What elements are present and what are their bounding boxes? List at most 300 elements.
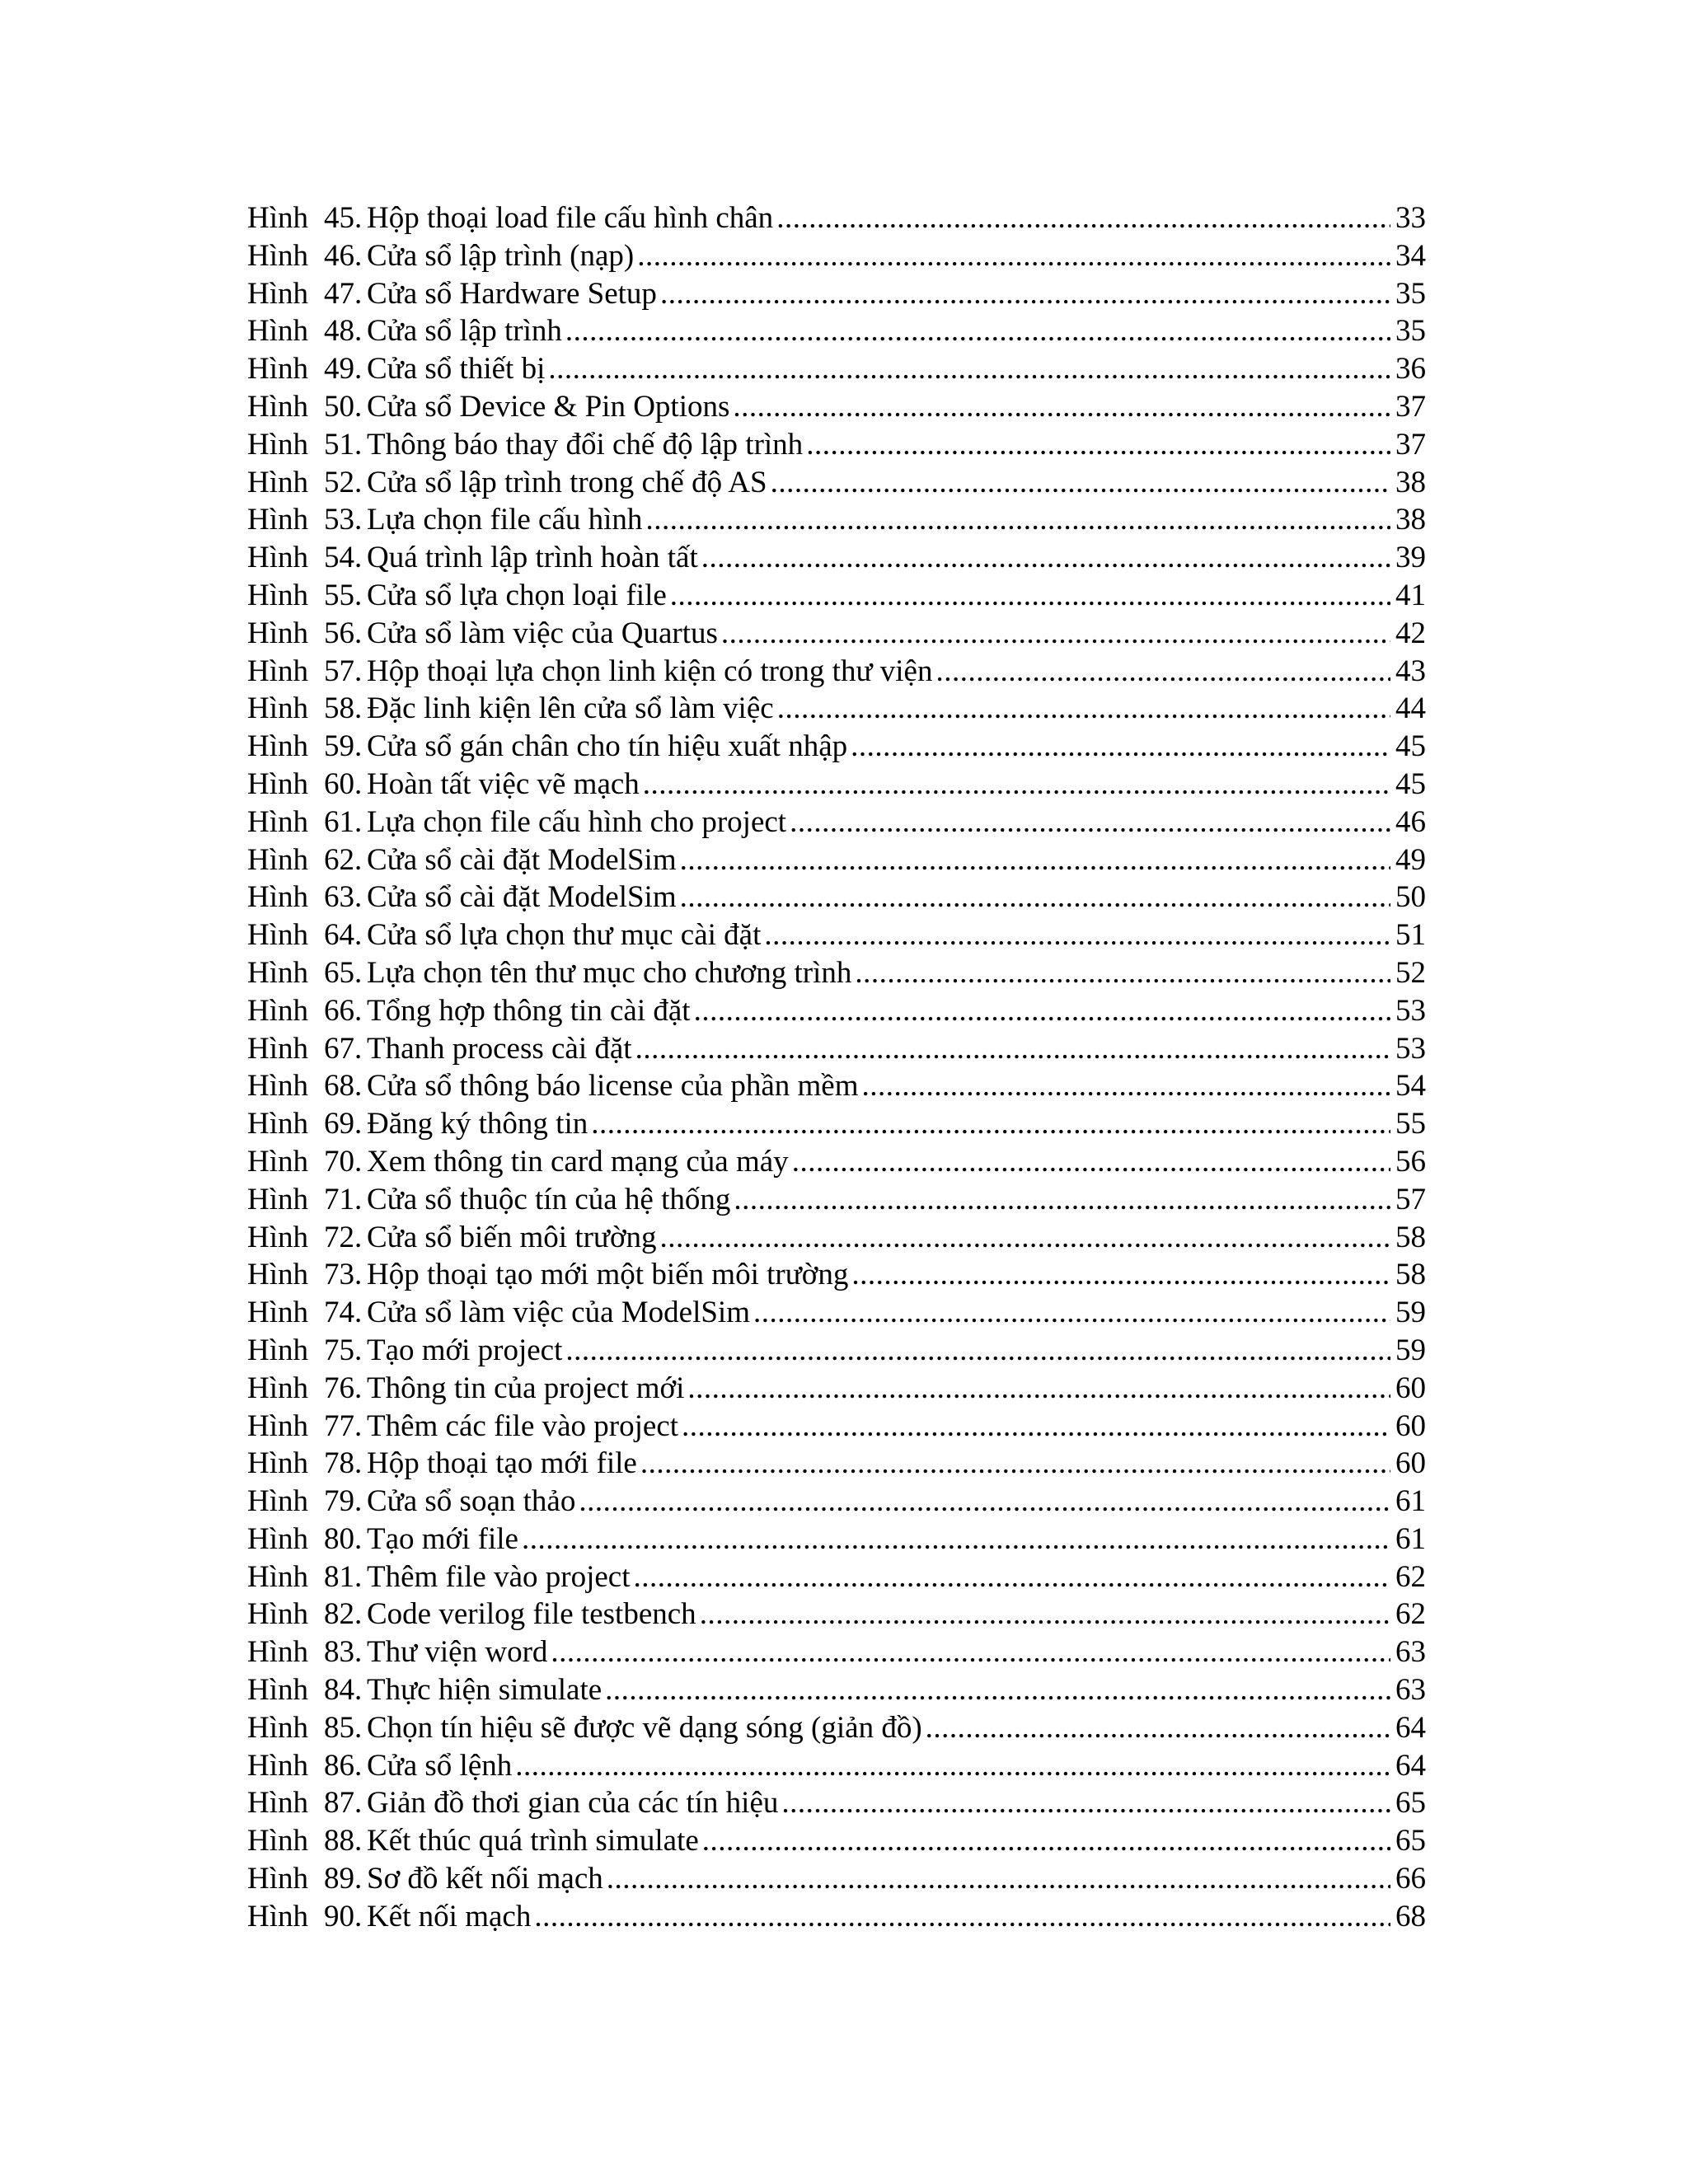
figure-prefix: Hình (247, 1710, 308, 1745)
figure-title: Code verilog file testbench (367, 1597, 696, 1632)
figure-label (247, 1219, 367, 1257)
page-number: 62 (1395, 1559, 1426, 1594)
toc-entry[interactable] (247, 1105, 1426, 1143)
figure-number: 90. (324, 1899, 363, 1933)
dot-leader (777, 690, 1390, 728)
dot-leader (548, 350, 1390, 388)
toc-entry[interactable] (247, 954, 1426, 992)
figure-label (247, 954, 367, 992)
figure-title: Cửa sổ Hardware Setup (367, 276, 657, 311)
toc-entry[interactable] (247, 1671, 1426, 1709)
figure-label (247, 1596, 367, 1633)
figure-title: Tạo mới project (367, 1333, 563, 1367)
toc-entry[interactable] (247, 841, 1426, 879)
toc-entry[interactable] (247, 1709, 1426, 1747)
toc-entry[interactable] (247, 1408, 1426, 1446)
page-number: 59 (1395, 1333, 1426, 1367)
figure-title: Thanh process cài đặt (367, 1031, 632, 1066)
page-number: 39 (1395, 541, 1426, 575)
toc-entry[interactable] (247, 577, 1426, 615)
figure-number: 62. (324, 842, 363, 877)
page-number: 57 (1395, 1182, 1426, 1216)
dot-leader (634, 1558, 1390, 1596)
figure-title: Cửa sổ lựa chọn thư mục cài đặt (367, 918, 762, 953)
figure-prefix: Hình (247, 1673, 308, 1708)
figure-prefix: Hình (247, 389, 308, 424)
figure-label (247, 1822, 367, 1860)
toc-entry[interactable] (247, 653, 1426, 691)
dot-leader (851, 1256, 1390, 1294)
figure-prefix: Hình (247, 691, 308, 726)
figure-label (247, 1671, 367, 1709)
figure-number: 80. (324, 1521, 363, 1556)
figure-title: Lựa chọn tên thư mục cho chương trình (367, 955, 852, 990)
figure-prefix: Hình (247, 1899, 308, 1933)
dot-leader (771, 464, 1390, 502)
page-number: 53 (1395, 1031, 1426, 1066)
toc-entry[interactable] (247, 766, 1426, 804)
dot-leader (776, 199, 1390, 237)
figure-prefix: Hình (247, 201, 308, 235)
toc-entry[interactable] (247, 1558, 1426, 1596)
figure-title: Thư viện word (367, 1635, 548, 1670)
figure-title: Hộp thoại tạo mới một biến môi trường (367, 1258, 849, 1292)
figure-prefix: Hình (247, 1862, 308, 1896)
toc-entry[interactable] (247, 879, 1426, 916)
figure-prefix: Hình (247, 1107, 308, 1141)
figure-prefix: Hình (247, 955, 308, 990)
figure-prefix: Hình (247, 993, 308, 1028)
figure-title: Cửa sổ thông báo license của phần mềm (367, 1069, 859, 1104)
page-number: 46 (1395, 804, 1426, 839)
figure-number: 50. (324, 389, 363, 424)
figure-number: 58. (324, 691, 363, 726)
dot-leader (579, 1483, 1390, 1521)
toc-entry[interactable] (247, 464, 1426, 502)
figure-title: Sơ đồ kết nối mạch (367, 1862, 603, 1896)
toc-entry[interactable] (247, 1822, 1426, 1860)
figure-label (247, 501, 367, 539)
toc-entry[interactable] (247, 992, 1426, 1030)
page-number: 58 (1395, 1220, 1426, 1254)
figure-label (247, 312, 367, 350)
figure-prefix: Hình (247, 616, 308, 650)
figure-label (247, 1370, 367, 1408)
figure-number: 45. (324, 201, 363, 235)
page-number: 34 (1395, 238, 1426, 273)
figure-title: Xem thông tin card mạng của máy (367, 1144, 789, 1179)
figure-title: Cửa sổ soạn thảo (367, 1484, 576, 1519)
dot-leader (565, 312, 1390, 350)
figure-prefix: Hình (247, 465, 308, 499)
figure-title: Cửa sổ làm việc của Quartus (367, 616, 718, 650)
figure-number: 64. (324, 918, 363, 953)
figure-number: 51. (324, 427, 363, 462)
figure-prefix: Hình (247, 1635, 308, 1670)
page-number: 60 (1395, 1371, 1426, 1405)
figure-label (247, 1558, 367, 1596)
figure-number: 55. (324, 578, 363, 612)
dot-leader (702, 1822, 1390, 1860)
toc-entry[interactable] (247, 1294, 1426, 1332)
page-number: 45 (1395, 766, 1426, 801)
toc-entry[interactable] (247, 539, 1426, 577)
page-number: 37 (1395, 427, 1426, 462)
page-number: 35 (1395, 276, 1426, 311)
figure-title: Thực hiện simulate (367, 1673, 603, 1708)
figure-title: Hoàn tất việc vẽ mạch (367, 766, 640, 801)
toc-entry[interactable] (247, 690, 1426, 728)
page-number: 64 (1395, 1748, 1426, 1783)
figure-title: Cửa sổ lập trình trong chế độ AS (367, 465, 767, 499)
figure-label (247, 275, 367, 313)
figure-prefix: Hình (247, 1144, 308, 1179)
figure-prefix: Hình (247, 1484, 308, 1519)
dot-leader (753, 1294, 1390, 1332)
toc-entry[interactable] (247, 501, 1426, 539)
page-number: 42 (1395, 616, 1426, 650)
figure-number: 71. (324, 1182, 363, 1216)
figure-number: 69. (324, 1107, 363, 1141)
figure-label (247, 1105, 367, 1143)
figure-prefix: Hình (247, 276, 308, 311)
figure-label (247, 1898, 367, 1936)
dot-leader (515, 1747, 1390, 1785)
figure-number: 78. (324, 1446, 363, 1481)
toc-entry[interactable] (247, 1860, 1426, 1898)
page-number: 50 (1395, 880, 1426, 915)
figure-label (247, 577, 367, 615)
figure-label (247, 766, 367, 804)
figure-title: Cửa sổ thuộc tín của hệ thống (367, 1182, 731, 1216)
page-number: 65 (1395, 1786, 1426, 1821)
figure-label (247, 1747, 367, 1785)
figure-label (247, 879, 367, 916)
figure-prefix: Hình (247, 1786, 308, 1821)
toc-entry[interactable] (247, 388, 1426, 426)
figure-prefix: Hình (247, 1182, 308, 1216)
page-number: 44 (1395, 691, 1426, 726)
figure-number: 84. (324, 1673, 363, 1708)
figure-number: 86. (324, 1748, 363, 1783)
figure-label (247, 1256, 367, 1294)
figure-prefix: Hình (247, 766, 308, 801)
dot-leader (607, 1860, 1390, 1898)
dot-leader (733, 388, 1390, 426)
toc-entry[interactable] (247, 275, 1426, 313)
figure-number: 73. (324, 1258, 363, 1292)
toc-entry[interactable] (247, 1483, 1426, 1521)
figure-number: 79. (324, 1484, 363, 1519)
figure-number: 70. (324, 1144, 363, 1179)
figure-title: Kết thúc quá trình simulate (367, 1824, 699, 1858)
figure-prefix: Hình (247, 314, 308, 349)
page-number: 66 (1395, 1862, 1426, 1896)
figure-label (247, 615, 367, 653)
dot-leader (645, 501, 1390, 539)
toc-entry[interactable] (247, 615, 1426, 653)
figure-title: Cửa sổ biến môi trường (367, 1220, 657, 1254)
dot-leader (855, 954, 1390, 992)
toc-entry[interactable] (247, 1633, 1426, 1671)
dot-leader (682, 1408, 1390, 1446)
figure-label (247, 1332, 367, 1370)
page-number: 63 (1395, 1673, 1426, 1708)
page-number: 68 (1395, 1899, 1426, 1933)
dot-leader (792, 1143, 1390, 1181)
figure-prefix: Hình (247, 238, 308, 273)
toc-entry[interactable] (247, 1181, 1426, 1219)
page-number: 35 (1395, 314, 1426, 349)
figure-label (247, 1709, 367, 1747)
dot-leader (851, 728, 1390, 766)
page-number: 64 (1395, 1710, 1426, 1745)
dot-leader (764, 916, 1390, 954)
figure-number: 76. (324, 1371, 363, 1405)
toc-entry[interactable] (247, 804, 1426, 841)
dot-leader (861, 1067, 1390, 1105)
page-number: 33 (1395, 201, 1426, 235)
figure-prefix: Hình (247, 1446, 308, 1481)
figure-prefix: Hình (247, 880, 308, 915)
figure-number: 47. (324, 276, 363, 311)
page-number: 61 (1395, 1484, 1426, 1519)
page-number: 45 (1395, 729, 1426, 764)
page-number: 60 (1395, 1408, 1426, 1443)
figure-number: 72. (324, 1220, 363, 1254)
figure-prefix: Hình (247, 1333, 308, 1367)
page-number: 53 (1395, 993, 1426, 1028)
figure-label (247, 916, 367, 954)
toc-entry[interactable] (247, 916, 1426, 954)
dot-leader (670, 577, 1390, 615)
figure-label (247, 690, 367, 728)
toc-entry[interactable] (247, 1067, 1426, 1105)
figure-title: Cửa sổ lệnh (367, 1748, 513, 1783)
figure-label (247, 1143, 367, 1181)
figure-number: 89. (324, 1862, 363, 1896)
dot-leader (680, 841, 1390, 879)
figure-prefix: Hình (247, 1296, 308, 1330)
figure-title: Thông tin của project mới (367, 1371, 685, 1405)
figure-number: 68. (324, 1069, 363, 1104)
figure-prefix: Hình (247, 1408, 308, 1443)
toc-entry[interactable] (247, 1219, 1426, 1257)
figure-title: Chọn tín hiệu sẽ được vẽ dạng sóng (giản đồ) (367, 1710, 922, 1745)
figure-title: Cửa sổ gán chân cho tín hiệu xuất nhập (367, 729, 848, 764)
figure-title: Tổng hợp thông tin cài đặt (367, 993, 691, 1028)
figure-label (247, 199, 367, 237)
figure-label (247, 539, 367, 577)
figure-title: Thêm các file vào project (367, 1408, 679, 1443)
dot-leader (534, 1898, 1390, 1936)
dot-leader (640, 1445, 1390, 1483)
figure-prefix: Hình (247, 503, 308, 537)
figure-prefix: Hình (247, 1258, 308, 1292)
figure-label (247, 992, 367, 1030)
toc-entry[interactable] (247, 1784, 1426, 1822)
dot-leader (643, 766, 1390, 804)
figure-label (247, 804, 367, 841)
figure-number: 52. (324, 465, 363, 499)
page-number: 63 (1395, 1635, 1426, 1670)
figure-title: Đặc linh kiện lên cửa sổ làm việc (367, 691, 774, 726)
figure-title: Cửa sổ cài đặt ModelSim (367, 880, 677, 915)
figure-prefix: Hình (247, 729, 308, 764)
figure-number: 57. (324, 654, 363, 688)
figure-number: 46. (324, 238, 363, 273)
figure-label (247, 728, 367, 766)
figure-label (247, 350, 367, 388)
figure-prefix: Hình (247, 654, 308, 688)
figure-label (247, 1408, 367, 1446)
figure-title: Quá trình lập trình hoàn tất (367, 541, 698, 575)
figure-label (247, 1181, 367, 1219)
page-number: 55 (1395, 1107, 1426, 1141)
figure-title: Hộp thoại tạo mới file (367, 1446, 637, 1481)
page-number: 51 (1395, 918, 1426, 953)
figure-number: 49. (324, 352, 363, 387)
figure-prefix: Hình (247, 1597, 308, 1632)
figure-title: Cửa sổ cài đặt ModelSim (367, 842, 677, 877)
page-number: 38 (1395, 465, 1426, 499)
figure-label (247, 1521, 367, 1558)
toc-entry[interactable] (247, 199, 1426, 237)
figure-number: 54. (324, 541, 363, 575)
figure-number: 60. (324, 766, 363, 801)
dot-leader (935, 653, 1390, 691)
figure-number: 48. (324, 314, 363, 349)
figure-title: Lựa chọn file cấu hình (367, 503, 643, 537)
figure-label (247, 426, 367, 464)
figure-number: 87. (324, 1786, 363, 1821)
page-number: 36 (1395, 352, 1426, 387)
dot-leader (637, 237, 1390, 275)
figure-number: 88. (324, 1824, 363, 1858)
figure-title: Cửa sổ lựa chọn loại file (367, 578, 667, 612)
toc-entry[interactable] (247, 1596, 1426, 1633)
dot-leader (605, 1671, 1390, 1709)
dot-leader (806, 426, 1390, 464)
page-number: 58 (1395, 1258, 1426, 1292)
figure-number: 74. (324, 1296, 363, 1330)
figure-label (247, 1067, 367, 1105)
figure-number: 65. (324, 955, 363, 990)
toc-entry[interactable] (247, 237, 1426, 275)
figure-label (247, 841, 367, 879)
dot-leader (721, 615, 1390, 653)
figure-label (247, 1445, 367, 1483)
figure-label (247, 1294, 367, 1332)
toc-entry[interactable] (247, 350, 1426, 388)
figure-label (247, 1860, 367, 1898)
figure-prefix: Hình (247, 1220, 308, 1254)
figure-number: 59. (324, 729, 363, 764)
dot-leader (734, 1181, 1390, 1219)
figure-title: Cửa sổ Device & Pin Options (367, 389, 730, 424)
table-of-figures (247, 199, 1426, 1936)
dot-leader (701, 539, 1390, 577)
figure-label (247, 1483, 367, 1521)
toc-entry[interactable] (247, 1030, 1426, 1068)
page-number: 54 (1395, 1069, 1426, 1104)
figure-title: Đăng ký thông tin (367, 1107, 588, 1141)
dot-leader (790, 804, 1390, 841)
dot-leader (781, 1784, 1390, 1822)
toc-entry[interactable] (247, 1898, 1426, 1936)
figure-prefix: Hình (247, 1371, 308, 1405)
page-number: 62 (1395, 1597, 1426, 1632)
figure-number: 63. (324, 880, 363, 915)
dot-leader (694, 992, 1390, 1030)
toc-entry[interactable] (247, 426, 1426, 464)
page-number: 61 (1395, 1521, 1426, 1556)
toc-entry[interactable] (247, 1332, 1426, 1370)
dot-leader (660, 275, 1390, 313)
toc-entry[interactable] (247, 1370, 1426, 1408)
figure-prefix: Hình (247, 1521, 308, 1556)
figure-number: 75. (324, 1333, 363, 1367)
figure-title: Cửa sổ thiết bị (367, 352, 546, 387)
figure-title: Cửa sổ làm việc của ModelSim (367, 1296, 750, 1330)
figure-label (247, 464, 367, 502)
dot-leader (522, 1521, 1390, 1558)
dot-leader (565, 1332, 1390, 1370)
dot-leader (551, 1633, 1390, 1671)
figure-title: Thông báo thay đổi chế độ lập trình (367, 427, 804, 462)
dot-leader (687, 1370, 1390, 1408)
toc-entry[interactable] (247, 1143, 1426, 1181)
dot-leader (635, 1030, 1390, 1068)
figure-title: Kết nối mạch (367, 1899, 532, 1933)
figure-number: 83. (324, 1635, 363, 1670)
figure-prefix: Hình (247, 352, 308, 387)
figure-label (247, 1784, 367, 1822)
dot-leader (591, 1105, 1390, 1143)
toc-entry[interactable] (247, 728, 1426, 766)
page-number: 38 (1395, 503, 1426, 537)
page-number: 56 (1395, 1144, 1426, 1179)
toc-entry[interactable] (247, 312, 1426, 350)
figure-label (247, 1030, 367, 1068)
toc-entry[interactable] (247, 1747, 1426, 1785)
figure-prefix: Hình (247, 1824, 308, 1858)
page-number: 49 (1395, 842, 1426, 877)
toc-entry[interactable] (247, 1256, 1426, 1294)
figure-prefix: Hình (247, 918, 308, 953)
dot-leader (926, 1709, 1390, 1747)
figure-title: Tạo mới file (367, 1521, 518, 1556)
toc-entry[interactable] (247, 1521, 1426, 1558)
figure-title: Cửa sổ lập trình (nạp) (367, 238, 635, 273)
figure-title: Hộp thoại load file cấu hình chân (367, 201, 774, 235)
toc-entry[interactable] (247, 1445, 1426, 1483)
dot-leader (680, 879, 1390, 916)
figure-title: Lựa chọn file cấu hình cho project (367, 804, 787, 839)
figure-number: 82. (324, 1597, 363, 1632)
figure-title: Cửa sổ lập trình (367, 314, 562, 349)
figure-label (247, 388, 367, 426)
figure-prefix: Hình (247, 1069, 308, 1104)
page-number: 37 (1395, 389, 1426, 424)
figure-prefix: Hình (247, 427, 308, 462)
figure-label (247, 237, 367, 275)
figure-number: 77. (324, 1408, 363, 1443)
figure-number: 53. (324, 503, 363, 537)
figure-number: 85. (324, 1710, 363, 1745)
figure-prefix: Hình (247, 541, 308, 575)
figure-prefix: Hình (247, 842, 308, 877)
